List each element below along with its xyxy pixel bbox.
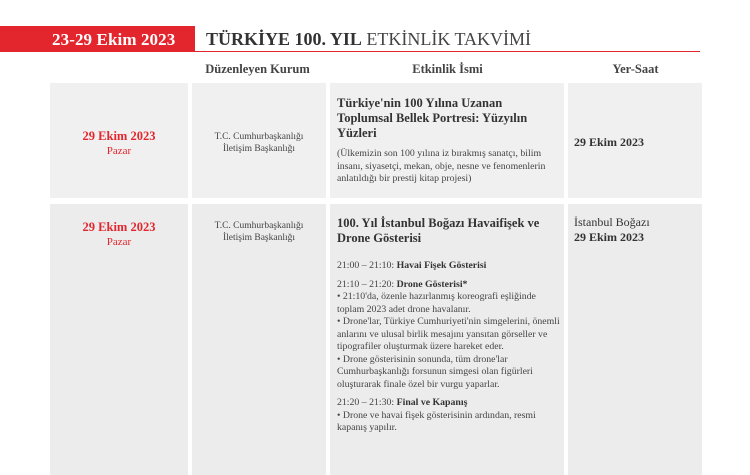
- row2-organizer: [199, 220, 319, 244]
- row2-schedule: [337, 260, 562, 435]
- row2-event-title: 100. Yıl İstanbul Boğazı Havaifişek ve Drone Gösterisi: [337, 216, 540, 245]
- column-header-event: Etkinlik İsmi: [412, 62, 483, 76]
- schedule-slot-2-time: 21:10 – 21:20:: [337, 278, 395, 290]
- schedule-slot-1: [337, 260, 562, 273]
- schedule-slot-2: [337, 279, 562, 292]
- row1-date-main: 29 Ekim 2023: [82, 129, 156, 143]
- row1-date: [49, 129, 189, 157]
- row2-date-day: Pazar: [106, 236, 132, 248]
- schedule-slot-1-time: 21:00 – 21:10:: [337, 260, 395, 271]
- schedule-slot-2-bullet-1: • 21:10'da, özenle hazırlanmış koreografi eşliğinde toplam 2023 adet drone havalanır.: [337, 291, 536, 315]
- row1-organizer-line1: T.C. Cumhurbaşkanlığı: [214, 132, 304, 142]
- schedule-slot-2-bullet-2: • Drone'lar, Türkiye Cumhuriyeti'nin simgelerini, önemli anlarını ve ulusal birlik mesajını yansıtan görseller ve tipografiler oluşturmak üzere hareket eder.: [337, 316, 560, 352]
- row1-organizer-line2: İletişim Başkanlığı: [222, 144, 296, 154]
- row2-place-date: 29 Ekim 2023: [574, 230, 645, 244]
- column-header-organizer: Düzenleyen Kurum: [205, 62, 310, 76]
- row2-place-name: İstanbul Boğazı: [574, 215, 650, 229]
- schedule-slot-3-name: Final ve Kapanış: [396, 397, 468, 408]
- row1-organizer: [199, 131, 319, 155]
- row2-organizer-cell: [192, 204, 326, 475]
- row1-date-day: Pazar: [106, 145, 132, 157]
- row1-event-desc: (Ülkemizin son 100 yılına iz bırakmış sanatçı, bilim insanı, siyasetçi, mekan, obje, nesne ve fenomenlerin anlatıldığı bir prestij kitap projesi): [337, 148, 546, 184]
- page-title-bold: TÜRKİYE 100. YIL: [206, 29, 362, 49]
- schedule-slot-3: [337, 397, 562, 410]
- header-date-range: 23-29 Ekim 2023: [52, 30, 176, 49]
- row2-organizer-line1: T.C. Cumhurbaşkanlığı: [214, 221, 304, 231]
- schedule-slot-2-name: Drone Gösterisi*: [396, 278, 468, 290]
- row2-organizer-line2: İletişim Başkanlığı: [222, 233, 296, 243]
- row2-place: [574, 215, 699, 245]
- header-rule: [195, 51, 700, 52]
- schedule-slot-2-bullet-3: • Drone gösterisinin sonunda, tüm drone'lar Cumhurbaşkanlığı forsunun simgesi olan figürleri oluşturarak finale özel bir vurgu yaparlar.: [337, 353, 533, 390]
- row2-date: [49, 220, 189, 248]
- schedule-slot-1-name: Havai Fişek Gösterisi: [396, 260, 487, 271]
- schedule-slot-3-bullet-1: • Drone ve havai fişek gösterisinin ardından, resmi kapanış yapılır.: [337, 409, 536, 433]
- row1-place-date: 29 Ekim 2023: [574, 135, 645, 149]
- row1-place: [574, 135, 699, 150]
- schedule-slot-3-time: 21:20 – 21:30:: [337, 397, 395, 408]
- page-title: [206, 29, 531, 50]
- column-header-place-time: Yer-Saat: [612, 62, 659, 76]
- row1-event-title: Türkiye'nin 100 Yılına Uzanan Toplumsal Bellek Portresi: Yüzyılın Yüzleri: [337, 96, 528, 140]
- row2-date-main: 29 Ekim 2023: [82, 220, 156, 234]
- page-title-rest: ETKİNLİK TAKVİMİ: [366, 29, 532, 49]
